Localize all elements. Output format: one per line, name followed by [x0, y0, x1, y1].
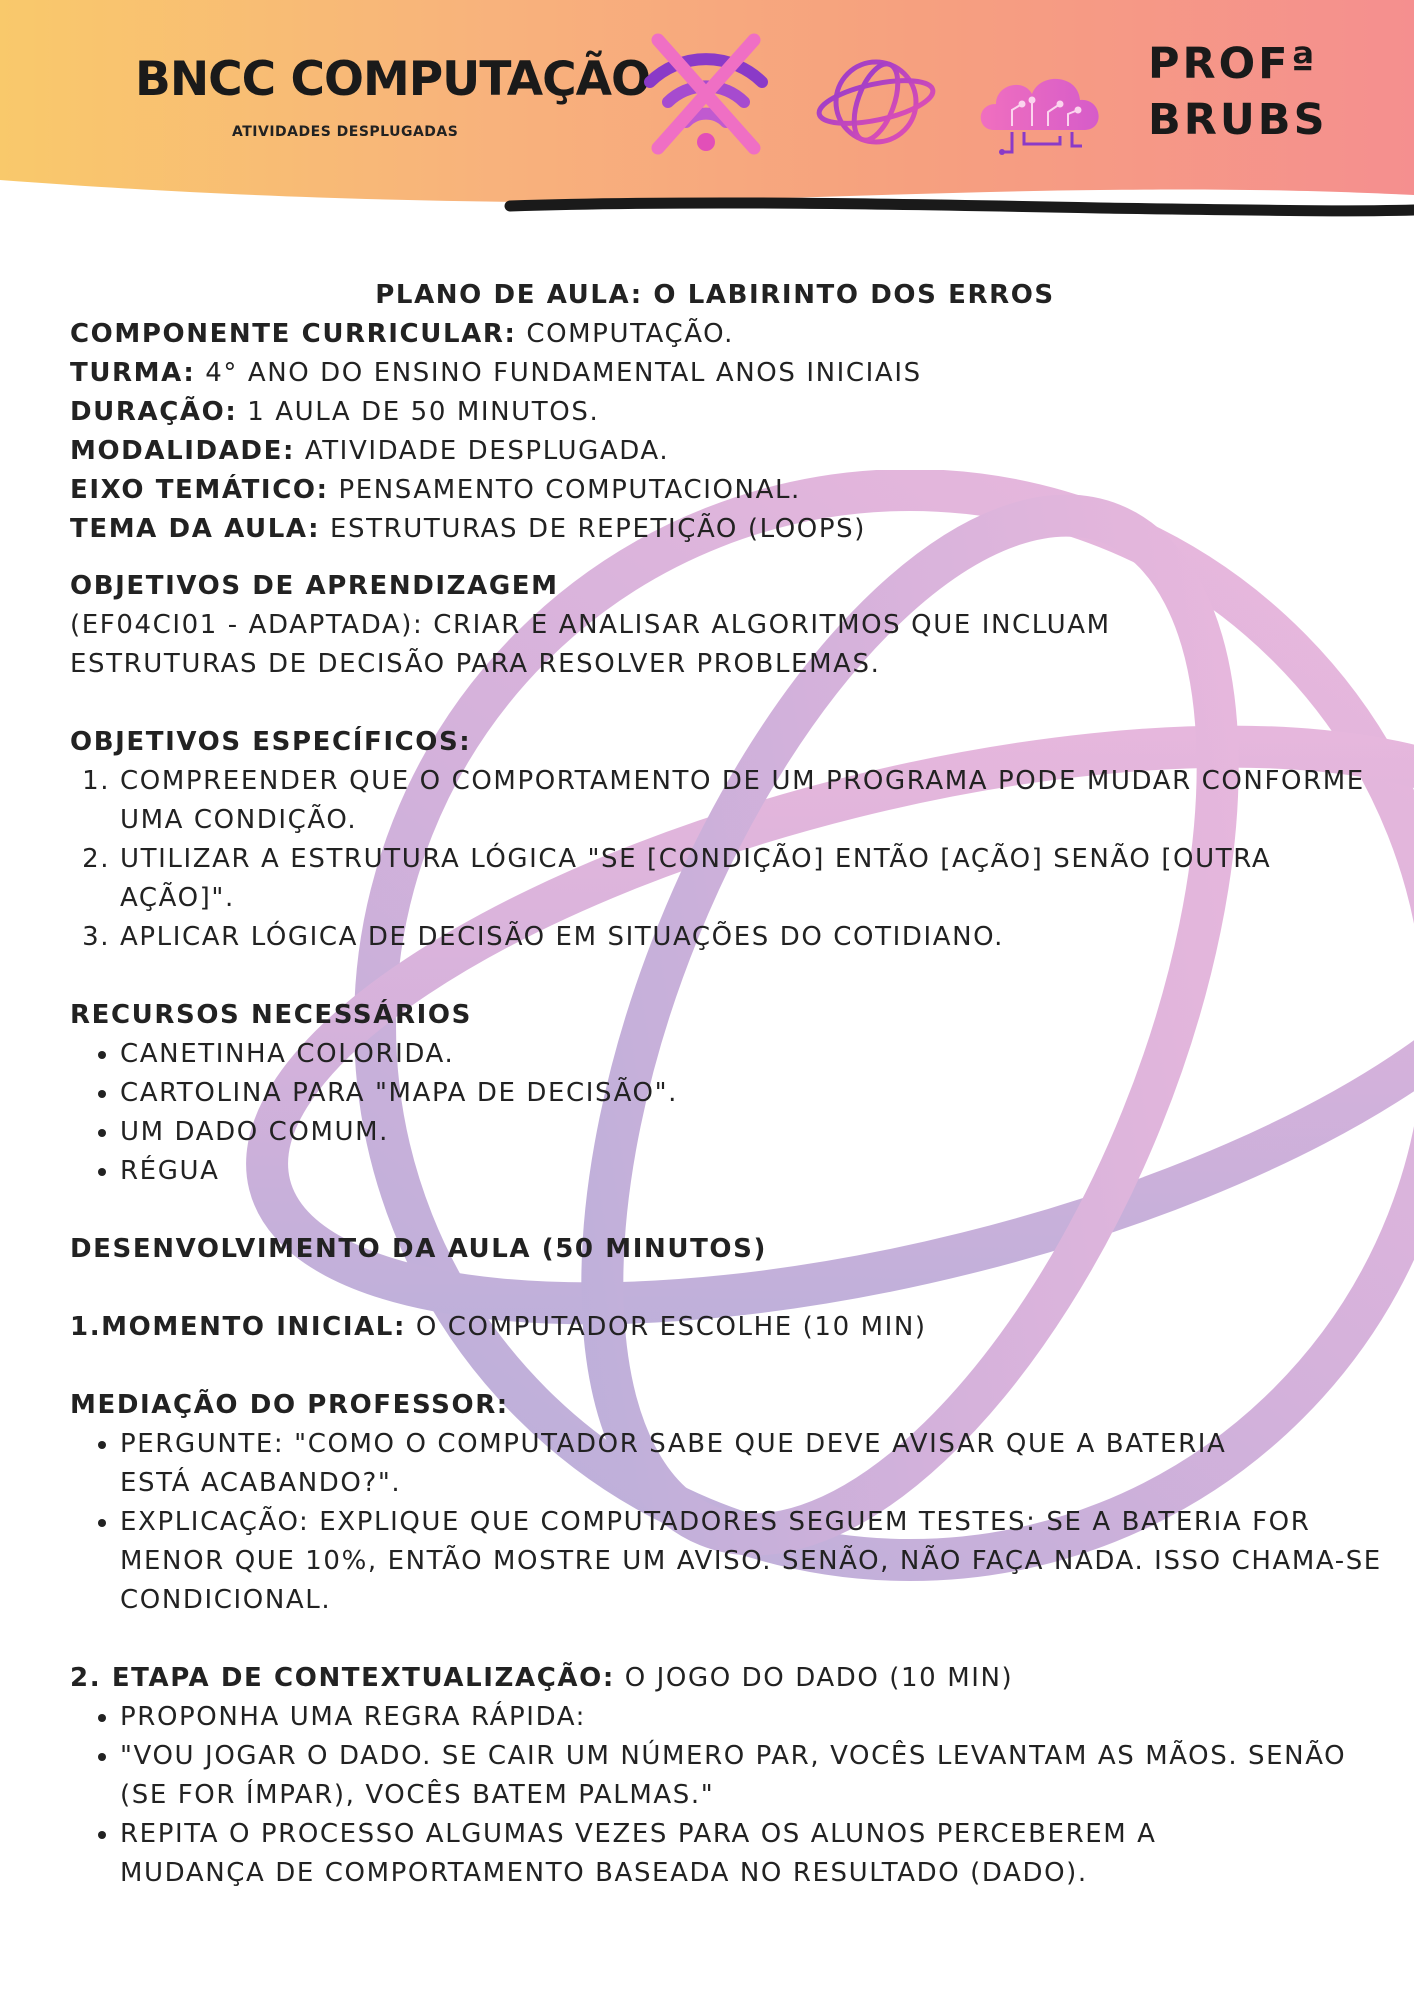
- etapa-label: 2. ETAPA DE CONTEXTUALIZAÇÃO:: [70, 1663, 615, 1693]
- objetivos-heading: OBJETIVOS DE APRENDIZAGEM: [70, 571, 559, 601]
- info-label: TURMA:: [70, 358, 196, 388]
- list-item: 3. APLICAR LÓGICA DE DECISÃO EM SITUAÇÕES DO COTIDIANO.: [120, 918, 1390, 957]
- list-item: • CARTOLINA PARA "MAPA DE DECISÃO".: [120, 1074, 1370, 1113]
- desenvolvimento-heading: DESENVOLVIMENTO DA AULA (50 MINUTOS): [70, 1234, 767, 1264]
- recursos-list: [70, 1035, 1370, 1191]
- info-tema: [70, 510, 1370, 549]
- mediacao-list: [70, 1425, 1410, 1620]
- especificos-heading: OBJETIVOS ESPECÍFICOS:: [70, 727, 472, 757]
- plan-title: PLANO DE AULA: O LABIRINTO DOS ERROS: [375, 280, 1055, 310]
- info-label: MODALIDADE:: [70, 436, 295, 466]
- brand-subtitle: ATIVIDADES DESPLUGADAS: [232, 124, 459, 140]
- brand-title: BNCC COMPUTAÇÃO: [135, 52, 650, 107]
- list-item: • UM DADO COMUM.: [120, 1113, 1370, 1152]
- no-wifi-icon: [636, 30, 776, 155]
- list-item: • CANETINHA COLORIDA.: [120, 1035, 1370, 1074]
- list-item: 2. UTILIZAR A ESTRUTURA LÓGICA "SE [CONDIÇÃO] ENTÃO [AÇÃO] SENÃO [OUTRA AÇÃO]".: [120, 840, 1390, 918]
- info-label: DURAÇÃO:: [70, 397, 238, 427]
- momento-label: 1.MOMENTO INICIAL:: [70, 1312, 406, 1342]
- objetivos-text: (EF04CI01 - ADAPTADA): CRIAR E ANALISAR ALGORITMOS QUE INCLUAM ESTRUTURAS DE DECISÃO PARA RESOLVER PROBLEMAS.: [70, 610, 1111, 679]
- etapa-list: [70, 1698, 1400, 1893]
- momento-value: O COMPUTADOR ESCOLHE (10 MIN): [405, 1312, 927, 1342]
- info-eixo: [70, 471, 1370, 510]
- info-label: COMPONENTE CURRICULAR:: [70, 319, 517, 349]
- header-banner: [0, 0, 1414, 230]
- etapa-contextualizacao: [70, 1659, 1370, 1698]
- info-label: EIXO TEMÁTICO:: [70, 475, 329, 505]
- globe-icon: [816, 52, 936, 152]
- header-wave: [0, 150, 1414, 240]
- etapa-value: O JOGO DO DADO (10 MIN): [614, 1663, 1014, 1693]
- author-line-2: BRUBS: [1148, 95, 1328, 145]
- info-componente: [70, 315, 1370, 354]
- plan-info: [70, 315, 1370, 549]
- lesson-plan: [70, 276, 1382, 1893]
- momento-inicial: [70, 1308, 1370, 1347]
- list-item: • PROPONHA UMA REGRA RÁPIDA:: [120, 1698, 1400, 1737]
- cloud-circuit-icon: [972, 60, 1112, 160]
- info-value: ESTRUTURAS DE REPETIÇÃO (LOOPS): [320, 514, 866, 544]
- especificos-list: [70, 762, 1390, 957]
- recursos-heading: RECURSOS NECESSÁRIOS: [70, 1000, 472, 1030]
- author-name: [1148, 36, 1348, 148]
- info-value: COMPUTAÇÃO.: [516, 319, 735, 349]
- info-value: ATIVIDADE DESPLUGADA.: [294, 436, 670, 466]
- list-item: • EXPLICAÇÃO: EXPLIQUE QUE COMPUTADORES SEGUEM TESTES: SE A BATERIA FOR MENOR QUE 10%, ENTÃO MOSTRE UM AVISO. SENÃO, NÃO FAÇA NADA. ISSO CHAMA-SE CONDICIONAL.: [120, 1503, 1410, 1620]
- info-duracao: [70, 393, 1370, 432]
- info-label: TEMA DA AULA:: [70, 514, 321, 544]
- info-value: PENSAMENTO COMPUTACIONAL.: [328, 475, 801, 505]
- list-item: • REPITA O PROCESSO ALGUMAS VEZES PARA OS ALUNOS PERCEBEREM A MUDANÇA DE COMPORTAMENTO BASEADA NO RESULTADO (DADO).: [120, 1815, 1270, 1893]
- info-turma: [70, 354, 1370, 393]
- info-value: 1 AULA DE 50 MINUTOS.: [237, 397, 600, 427]
- list-item: 1. COMPREENDER QUE O COMPORTAMENTO DE UM PROGRAMA PODE MUDAR CONFORME UMA CONDIÇÃO.: [120, 762, 1390, 840]
- list-item: • "VOU JOGAR O DADO. SE CAIR UM NÚMERO PAR, VOCÊS LEVANTAM AS MÃOS. SENÃO (SE FOR ÍMPAR), VOCÊS BATEM PALMAS.": [120, 1737, 1400, 1815]
- info-modalidade: [70, 432, 1370, 471]
- list-item: • RÉGUA: [120, 1152, 1370, 1191]
- info-value: 4° ANO DO ENSINO FUNDAMENTAL ANOS INICIAIS: [195, 358, 922, 388]
- list-item: • PERGUNTE: "COMO O COMPUTADOR SABE QUE DEVE AVISAR QUE A BATERIA ESTÁ ACABANDO?".: [120, 1425, 1300, 1503]
- author-line-1: PROFª: [1148, 39, 1318, 89]
- mediacao-heading: MEDIAÇÃO DO PROFESSOR:: [70, 1390, 509, 1420]
